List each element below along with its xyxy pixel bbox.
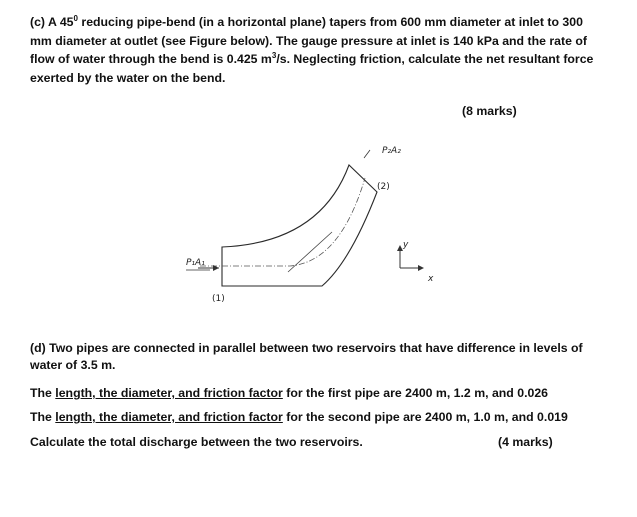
section-1-label: (1)	[212, 294, 225, 304]
x-axis-arrow	[418, 265, 424, 271]
pipe-centerline	[200, 178, 365, 266]
degree-superscript: 0	[73, 14, 78, 23]
inlet-force-label: P₁A₁	[186, 258, 205, 268]
pipe-2-underlined: length, the diameter, and friction factor	[55, 410, 283, 424]
pipe-2-spec: The length, the diameter, and friction factor for the second pipe are 2400 m, 1.0 m, and 0.019	[30, 410, 568, 424]
pipe-1-spec: The length, the diameter, and friction factor for the first pipe are 2400 m, 1.2 m, and 0.026	[30, 386, 549, 400]
question-c-marks: (8 marks)	[462, 104, 517, 118]
question-c-text: (c) A $45^0$ reducing pipe-bend (in a horizontal plane) tapers from 600 mm diameter at inlet to 300 mm diameter at outlet (see Figure below). The gauge pressure at inlet is 140 kPa and the rate of flow of water through the bend is 0.425 $m^3/s$. Neglecting friction, calculate the net resultant force exerted by the water on the bend.	[30, 14, 594, 85]
section-2-label: (2)	[377, 182, 390, 192]
outlet-force-label: P₂A₂	[382, 146, 401, 156]
outlet-tick	[364, 150, 370, 158]
question-d-task: Calculate the total discharge between the two reservoirs.	[30, 435, 363, 449]
question-d-intro: (d) Two pipes are connected in parallel between two reservoirs that have difference in levels of water of 3.5 m.	[30, 341, 583, 372]
question-d-marks: (4 marks)	[498, 435, 553, 449]
y-axis-label: y	[403, 240, 409, 250]
pipe-bend-outline	[222, 165, 377, 286]
cubic-superscript: 3	[271, 51, 277, 61]
reference-line-45deg	[288, 232, 332, 272]
x-axis-label: x	[428, 274, 434, 284]
pipe-1-underlined: length, the diameter, and friction factor	[55, 386, 283, 400]
question-c-label: (c)	[30, 15, 46, 29]
